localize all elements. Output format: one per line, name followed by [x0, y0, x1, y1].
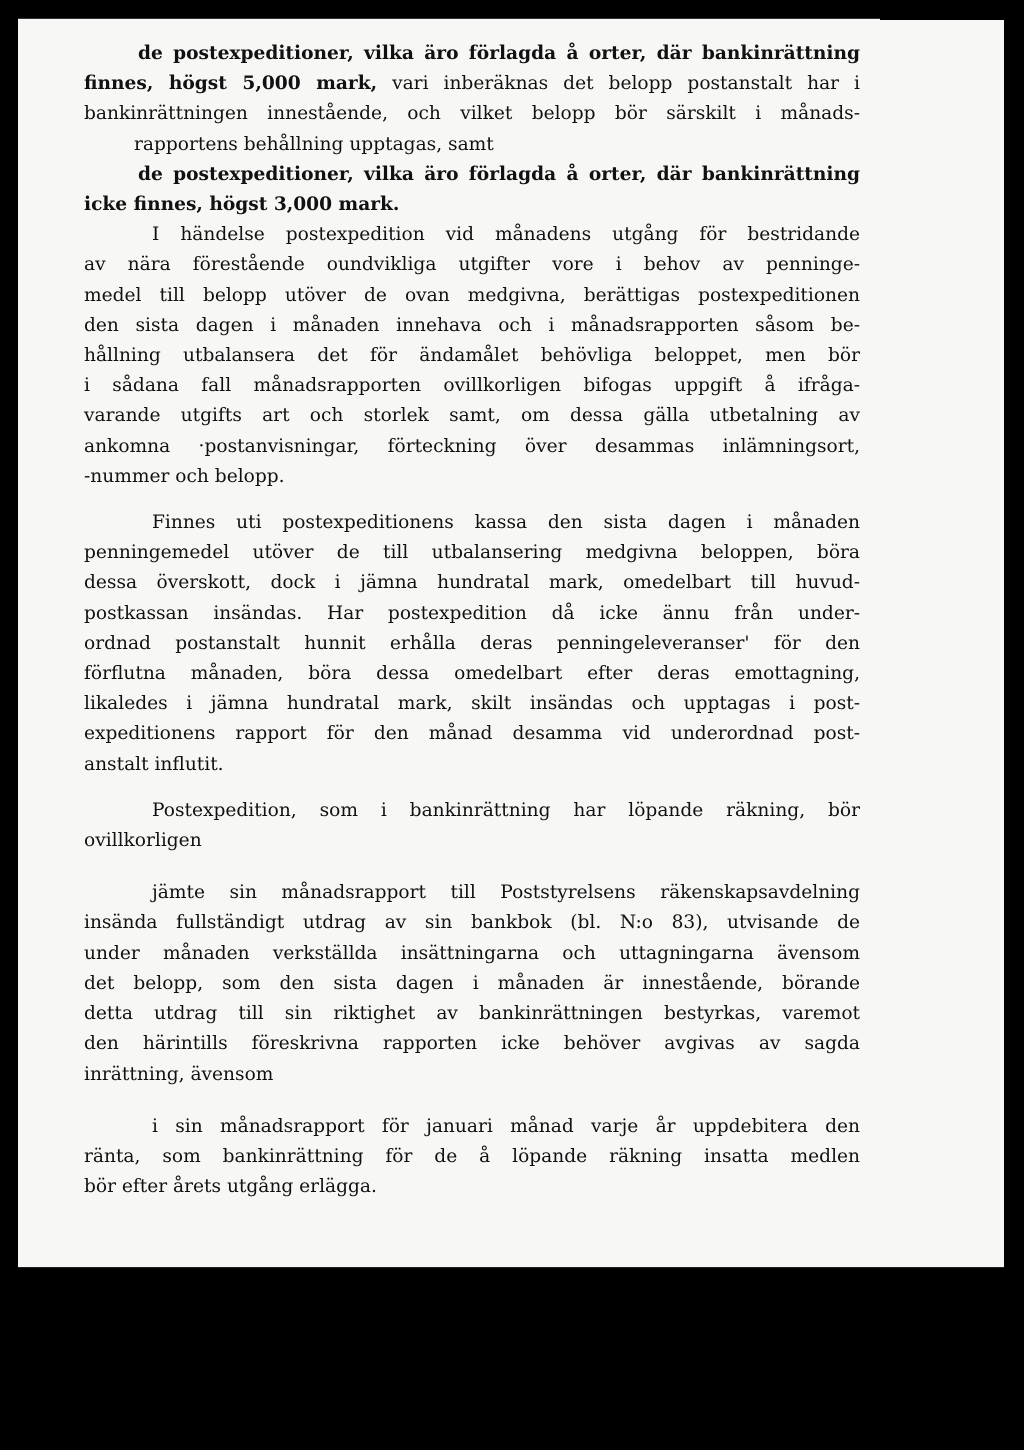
text-line: ankomna ·postanvisningar, förteckning över desammas inlämningsort,: [84, 435, 860, 457]
text-line: anstalt influtit.: [84, 753, 224, 775]
text-line: insända fullständigt utdrag av sin bankbok (bl. N:o 83), utvisande de: [84, 912, 860, 934]
text-line: medel till belopp utöver de ovan medgivna, berättigas postexpeditionen: [84, 284, 860, 306]
text-line: ovillkorligen: [84, 830, 202, 852]
text-line: varande utgifts art och storlek samt, om dessa gälla utbetalning av: [84, 405, 860, 427]
scan-edge: [880, 18, 1004, 20]
text-line: I händelse postexpedition vid månadens utgång för bestridande: [152, 224, 860, 246]
text-line: jämte sin månadsrapport till Poststyrelsens räkenskapsavdelning: [152, 882, 860, 904]
paragraph-2: [84, 508, 860, 780]
text-line: postkassan insändas. Har postexpedition då icke ännu från under-: [84, 602, 860, 624]
text-line: den härintills föreskrivna rapporten icke behöver avgivas av sagda: [84, 1033, 860, 1055]
text-line: under månaden verkställda insättningarna och uttagningarna ävensom: [84, 942, 860, 964]
text-line: av nära förestående oundvikliga utgifter vore i behov av penninge-: [84, 254, 860, 276]
text-line: i sådana fall månadsrapporten ovillkorligen bifogas uppgift å ifråga-: [84, 375, 860, 397]
document-text: [84, 39, 860, 1202]
paragraph-3: [84, 796, 860, 856]
text-line: bankinrättningen innestående, och vilket belopp bör särskilt i månads-: [84, 103, 860, 125]
text-line: bör efter årets utgång erlägga.: [84, 1176, 377, 1198]
text-line: ränta, som bankinrättning för de å löpande räkning insatta medlen: [84, 1145, 860, 1167]
text-line: likaledes i jämna hundratal mark, skilt insändas och upptagas i post-: [84, 693, 860, 715]
text-line: rapportens behållning upptagas, samt: [134, 133, 494, 155]
text-line: dessa överskott, dock i jämna hundratal mark, omedelbart till huvud-: [84, 572, 860, 594]
text-line: Finnes uti postexpeditionens kassa den sista dagen i månaden: [152, 512, 860, 534]
text-line: penningemedel utöver de till utbalansering medgivna beloppen, böra: [84, 542, 860, 564]
text-line: den sista dagen i månaden innehava och i månadsrapporten såsom be-: [84, 314, 860, 336]
text-line: de postexpeditioner, vilka äro förlagda å orter, där bankinrättning: [138, 163, 860, 185]
text-line: hållning utbalansera det för ändamålet behövliga beloppet, men bör: [84, 345, 860, 367]
text-line: detta utdrag till sin riktighet av bankinrättningen bestyrkas, varemot: [84, 1003, 860, 1025]
text-line: förflutna månaden, böra dessa omedelbart efter deras emottagning,: [84, 663, 860, 685]
text-line: det belopp, som den sista dagen i månaden är innestående, börande: [84, 972, 860, 994]
document-page: [18, 18, 1004, 1268]
text-line: Postexpedition, som i bankinrättning har löpande räkning, bör: [152, 799, 860, 821]
paragraph-4: [84, 878, 860, 1089]
text-line: -nummer och belopp.: [84, 465, 285, 487]
text-line: icke finnes, högst 3,000 mark.: [84, 194, 400, 216]
text-line: i sin månadsrapport för januari månad varje år uppdebitera den: [152, 1115, 860, 1137]
paragraph-5: [84, 1112, 860, 1203]
text-line: finnes, högst 5,000 mark, vari inberäknas det belopp postanstalt har i: [84, 73, 860, 95]
text-line: expeditionens rapport för den månad desamma vid underordnad post-: [84, 723, 860, 745]
text-line: ordnad postanstalt hunnit erhålla deras penningeleveranser' för den: [84, 632, 860, 654]
text-line: inrättning, ävensom: [84, 1063, 274, 1085]
paragraph-1: [84, 220, 860, 492]
clause-1: [84, 39, 860, 160]
text-line: de postexpeditioner, vilka äro förlagda å orter, där bankinrättning: [138, 43, 860, 64]
clause-2: [84, 160, 860, 220]
